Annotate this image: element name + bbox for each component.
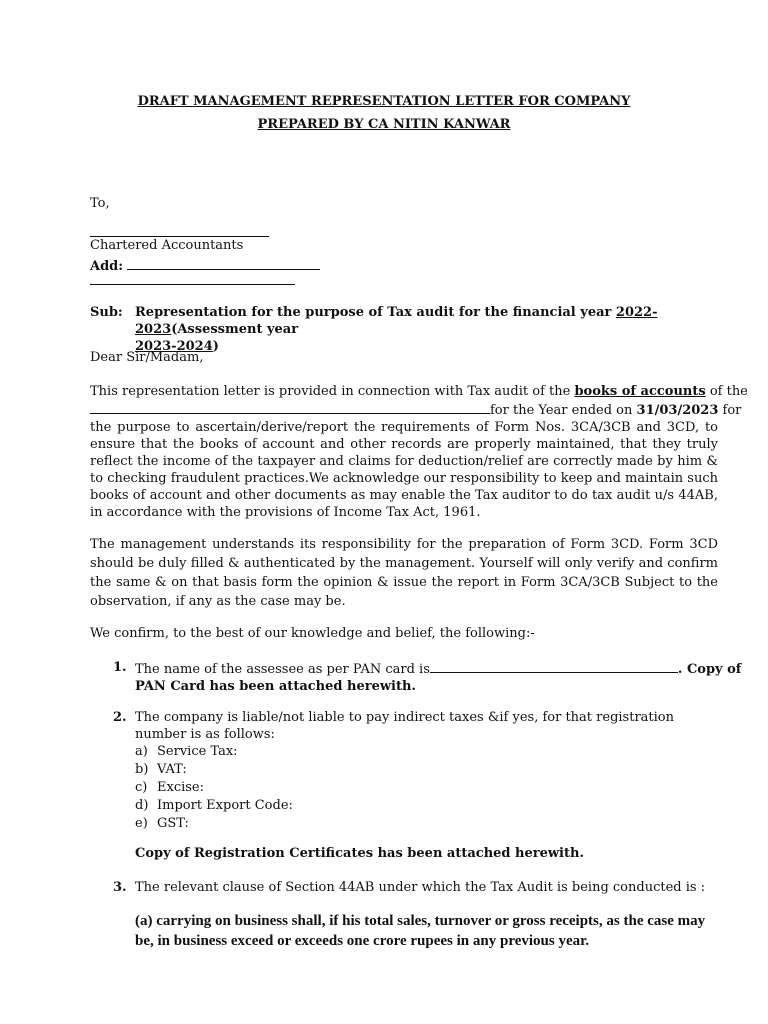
list-item: [135, 743, 293, 761]
registration-note: Copy of Registration Certificates has been attached herewith.: [135, 846, 584, 861]
subject-text-2: (Assessment year: [171, 322, 299, 337]
list-item-text: Service Tax:: [157, 744, 238, 759]
to-line: To,: [90, 196, 110, 211]
list-item-text: Excise:: [157, 780, 205, 795]
salutation: Dear Sir/Madam,: [90, 350, 204, 365]
para1-text-c: for the Year ended on: [490, 403, 637, 418]
list-item: [135, 797, 293, 815]
registration-list: [135, 743, 293, 833]
subject-label: Sub:: [90, 305, 123, 320]
item-1-line-1: [135, 659, 742, 678]
list-item: [135, 779, 293, 797]
paragraph-1: [90, 383, 748, 521]
para1-text-a: This representation letter is provided in connection with Tax audit of the: [90, 384, 575, 399]
para1-books: books of accounts: [574, 384, 706, 399]
blank-line-company: [90, 400, 490, 414]
clause-text: (a) carrying on business shall, if his total sales, turnover or gross receipts, as the case may be, in business exceed or exceeds one crore rupees in any previous year.: [135, 913, 706, 949]
list-item-text: GST:: [157, 816, 189, 831]
item-1-number: 1.: [113, 660, 127, 675]
document-title: DRAFT MANAGEMENT REPRESENTATION LETTER FOR COMPANY: [137, 94, 631, 109]
list-item-label: c): [135, 780, 148, 795]
confirm-line: We confirm, to the best of our knowledge and belief, the following:-: [90, 626, 535, 641]
item-1-after: . Copy of: [677, 662, 742, 677]
paragraph-2: The management understands its responsibility for the preparation of Form 3CD. Form 3CD should be duly filled & authenticated by the management. Yourself will only verify and confirm the same & on that basis form the opinion & issue the report in Form 3CA/3CB Subject to the observation, if any as the case may be.: [90, 537, 718, 609]
list-item-text: Import Export Code:: [157, 798, 293, 813]
list-item-text: VAT:: [157, 762, 187, 777]
list-item-label: a): [135, 744, 148, 759]
item-3-number: 3.: [113, 880, 127, 895]
list-item-label: e): [135, 816, 148, 831]
subject-close: ): [212, 339, 219, 354]
add-label: Add:: [90, 259, 124, 274]
document-subtitle: PREPARED BY CA NITIN KANWAR: [257, 117, 511, 132]
blank-line-address: [127, 256, 320, 270]
item-1-text: The name of the assessee as per PAN card is: [135, 662, 430, 677]
item-1-bold: PAN Card has been attached herewith.: [135, 679, 416, 694]
item-1: [135, 659, 742, 695]
para1-text-b: of the: [705, 384, 748, 399]
item-2-number: 2.: [113, 710, 127, 725]
item-2-text: The company is liable/not liable to pay indirect taxes &if yes, for that registration number is as follows:: [135, 710, 674, 742]
paragraph-1-line-2: [90, 400, 742, 419]
list-item: [135, 761, 293, 779]
blank-line-name: [90, 224, 269, 237]
list-item: [135, 815, 293, 833]
list-item-label: d): [135, 798, 149, 813]
para1-rest: the purpose to ascertain/derive/report the requirements of Form Nos. 3CA/3CB and 3CD, to ensure that the books of account and other records are properly maintained, that they truly reflect the income of the taxpayer and claims for deduction/relief are correctly made by him & to checking fraudulent practices.We acknowledge our responsibility to keep and maintain such books of account and other documents as may enable the Tax auditor to do tax audit u/s 44AB, in accordance with the provisions of Income Tax Act, 1961.: [90, 420, 718, 520]
subject-text-1: Representation for the purpose of Tax audit for the financial year: [135, 305, 616, 320]
paragraph-1-line-1: [90, 383, 748, 400]
list-item-label: b): [135, 762, 149, 777]
subject-fy: 2022-2023: [135, 305, 658, 337]
blank-line-pan-name: [430, 659, 678, 673]
item-3-text: The relevant clause of Section 44AB under which the Tax Audit is being conducted is :: [135, 880, 706, 895]
subject-text: [135, 304, 715, 355]
subject-ay: 2023-2024: [135, 339, 213, 354]
para1-text-d: for: [718, 403, 742, 418]
addressee-org: Chartered Accountants: [90, 238, 244, 253]
para1-date: 31/03/2023: [636, 403, 719, 418]
blank-line-address-2: [90, 272, 295, 285]
